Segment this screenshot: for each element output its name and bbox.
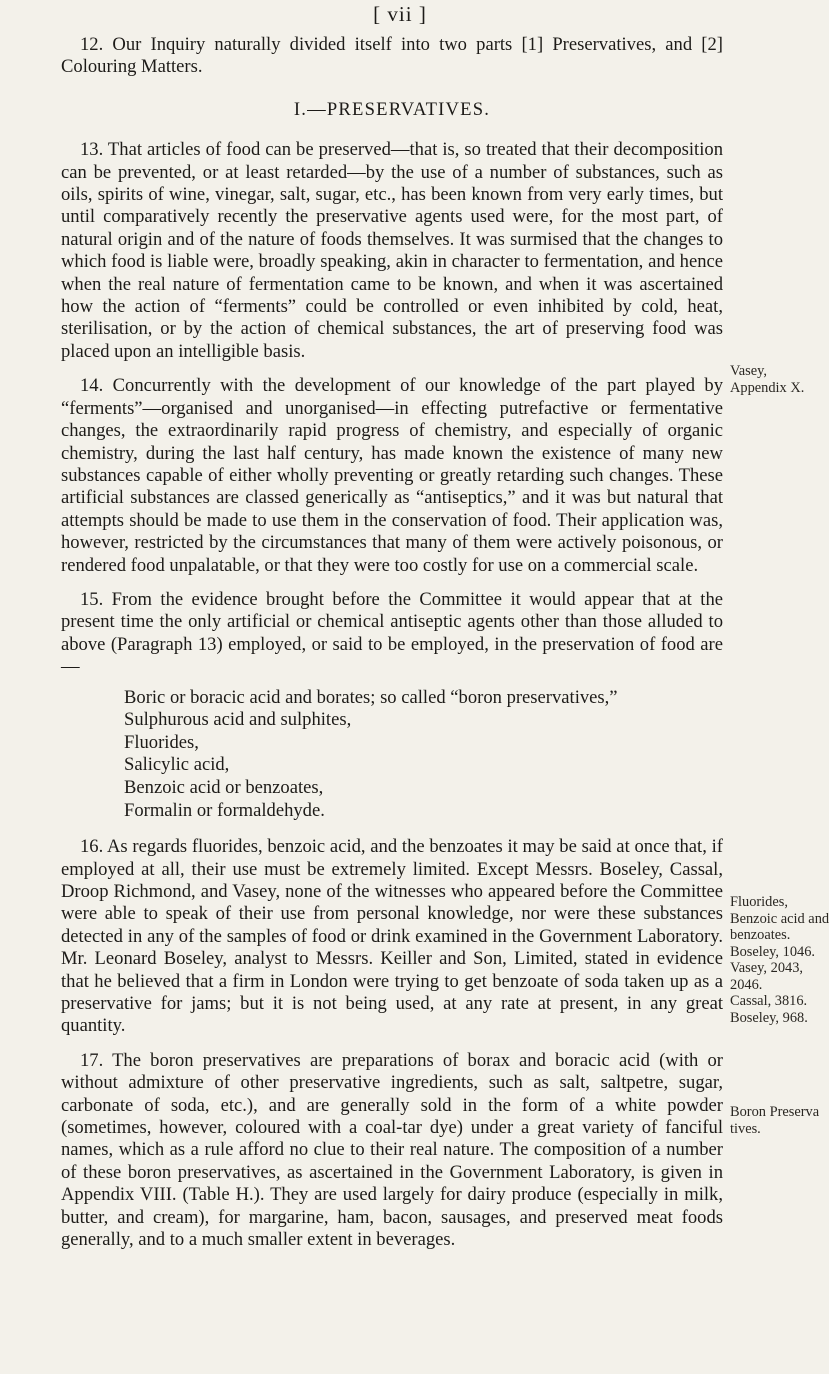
paragraph-16: 16. As regards fluorides, benzoic acid, and the benzoates it may be said at once that, if employed at all, their use must be extremely limited. Except Messrs. Boseley, Cassal, Droop Richmond, and Vasey, none of the witnesses who appeared before the Committee were able to speak of their use from personal knowledge, nor were these substances detected in any of the samples of food or drink examined in the Government Laboratory. Mr. Leonard Boseley, analyst to Messrs. Keiller and Son, Limited, stated in evidence that he believed that a firm in London were trying to get benzoate of soda taken up as a preservative for jams; but it is not being used, at any rate at present, in any great quantity.: [61, 836, 723, 1037]
paragraph-12: 12. Our Inquiry naturally divided itself into two parts [1] Preservatives, and [2] Colouring Matters.: [61, 34, 723, 78]
margin-line: benzoates.: [730, 927, 791, 943]
list-item: Salicylic acid,: [124, 754, 230, 776]
paragraph-15: 15. From the evidence brought before the Committee it would appear that at the present time the only artificial or chemical antiseptic agents other than those alluded to above (Paragraph 13) employed, or said to be employed, in the preservation of food are—: [61, 588, 723, 678]
preservative-agents-list: [61, 687, 723, 823]
main-text-column: [61, 34, 723, 1263]
paragraph-14: 14. Concurrently with the development of our knowledge of the part played by “ferments”—organised and unorganised—in effecting putrefactive or fermentative changes, the extraordinarily rapid progress of chemistry, and especially of organic chemistry, during the last half century, has made known the existence of many new substances capable of either wholly preventing or greatly retarding such changes. These artificial substances are classed generically as “antiseptics,” and it was but natural that attempts should be made to use them in the conservation of food. Their application was, however, restricted by the circumstances that many of them were actively poisonous, or rendered food unpalatable, or that they were too costly for use on a commercial scale.: [61, 375, 723, 576]
list-item: Sulphurous acid and sulphites,: [124, 709, 352, 731]
list-item: Fluorides,: [124, 731, 199, 753]
margin-line: Fluorides,: [730, 894, 788, 910]
list-item: Boric or boracic acid and borates; so called “boron preservatives,”: [124, 686, 618, 708]
section-heading: I.—PRESERVATIVES.: [293, 98, 491, 120]
margin-line: Cassal, 3816.: [730, 993, 808, 1009]
margin-line: tives.: [730, 1120, 761, 1137]
margin-line: Benzoic acid and: [730, 910, 829, 927]
page-number: [ vii ]: [373, 2, 427, 26]
paragraph-17: 17. The boron preservatives are preparations of borax and boracic acid (with or without admixture of other preservative ingredients, such as salt, saltpetre, sugar, carbonate of soda, etc.), and are generally sold in the form of a white powder (sometimes, however, coloured with a coal-tar dye) under a great variety of fanciful names, which as a rule afford no clue to their real nature. The composition of a number of these boron preservatives, as ascertained in the Government Laboratory, is given in Appendix VIII. (Table H.). They are used largely for dairy produce (especially in milk, butter, and cream), for margarine, ham, bacon, sausages, and preserved meat foods generally, and to a much smaller extent in beverages.: [61, 1049, 723, 1251]
margin-line: Boseley, 968.: [730, 1009, 808, 1026]
margin-line: Boron Preserva: [730, 1104, 820, 1120]
margin-note-boron: [730, 1104, 820, 1137]
margin-line: Appendix X.: [730, 379, 805, 396]
list-item: Formalin or formaldehyde.: [124, 799, 325, 821]
list-item: Benzoic acid or benzoates,: [124, 776, 324, 798]
margin-note-vasey: [730, 363, 805, 396]
margin-line: Boseley, 1046.: [730, 943, 816, 960]
margin-line: 2046.: [730, 976, 763, 993]
margin-line: Vasey, 2043,: [730, 960, 804, 976]
margin-note-fluorides: [730, 894, 829, 1026]
paragraph-13: 13. That articles of food can be preserved—that is, so treated that their decomposition can be prevented, or at least retarded—by the use of a number of substances, such as oils, spirits of wine, vinegar, salt, sugar, etc., has been known from very early times, but until comparatively recently the preservative agents used were, for the most part, of natural origin and of the nature of foods themselves. It was surmised that the changes to which food is liable were, broadly speaking, akin in character to fermentation, and hence when the real nature of fermentation came to be known, and when it was ascertained how the action of “ferments” could be controlled or even inhibited by cold, heat, sterilisation, or by the action of chemical substances, the art of preserving food was placed upon an intelligible basis.: [61, 139, 723, 362]
margin-line: Vasey,: [730, 363, 768, 379]
